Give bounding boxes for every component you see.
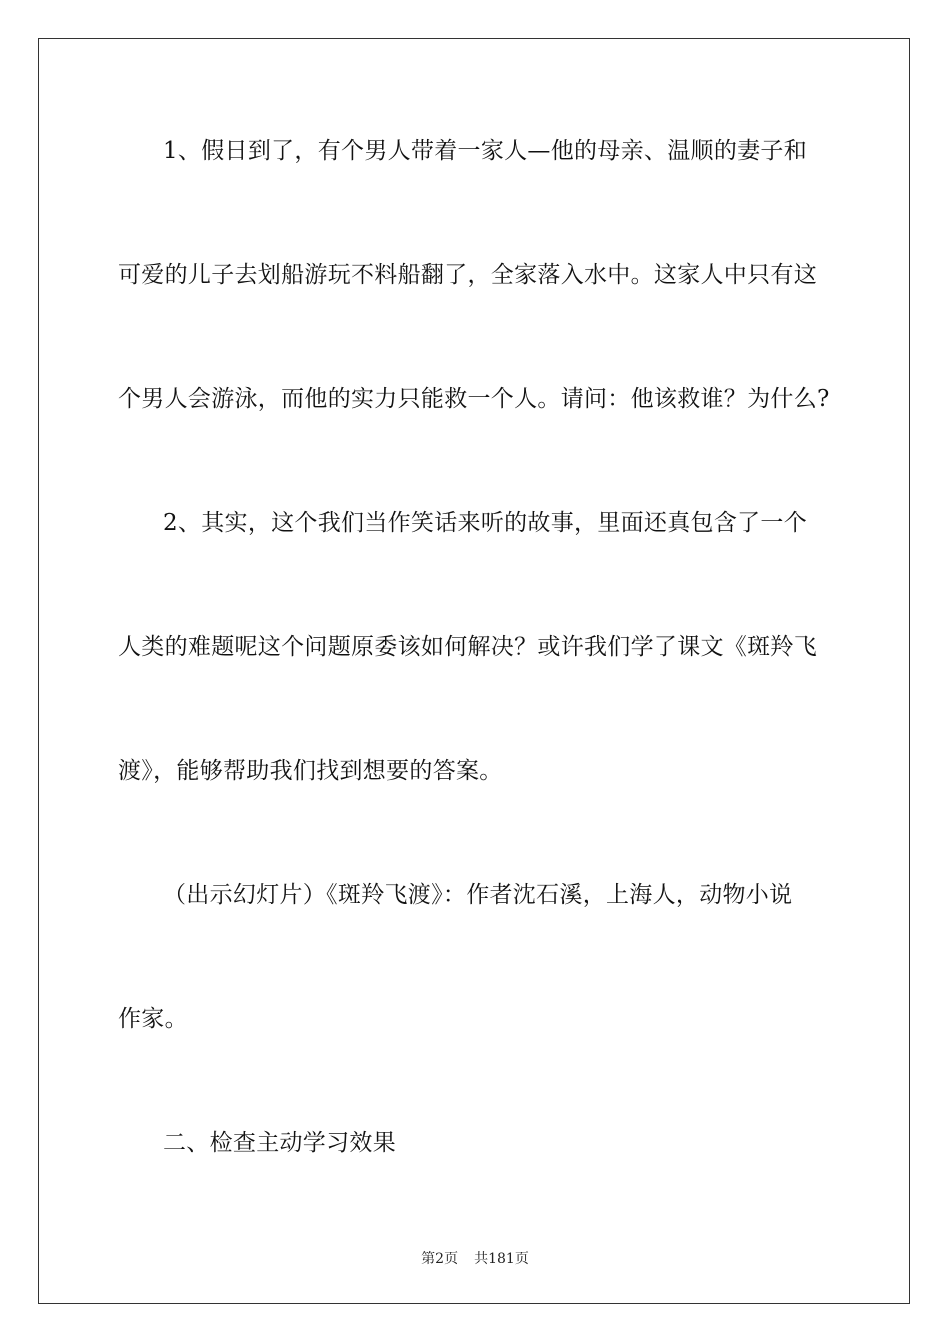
paragraph-1-line-2: 可爱的儿子去划船游玩不料船翻了，全家落入水中。这家人中只有这 — [118, 262, 817, 288]
paragraph-3-line-2: 作家。 — [118, 1006, 188, 1032]
paragraph-3-line-1: （出示幻灯片）《斑羚飞渡》：作者沈石溪，上海人，动物小说 — [163, 882, 793, 908]
paragraph-1-line-3: 个男人会游泳，而他的实力只能救一个人。请问：他该救谁？为什么? — [118, 386, 830, 412]
paragraph-2-line-3: 渡》，能够帮助我们找到想要的答案。 — [118, 758, 503, 784]
paragraph-1-line-1: 1、假日到了，有个男人带着一家人—他的母亲、温顺的妻子和 — [163, 138, 808, 164]
page-number: 第2页 — [421, 1251, 459, 1267]
page-total: 共181页 — [474, 1251, 529, 1267]
page-footer — [0, 1248, 950, 1268]
paragraph-2-line-1: 2、其实，这个我们当作笑话来听的故事，里面还真包含了一个 — [163, 510, 808, 536]
page-frame — [38, 38, 910, 1304]
section-heading: 二、检查主动学习效果 — [163, 1130, 396, 1156]
paragraph-2-line-2: 人类的难题呢这个问题原委该如何解决？或许我们学了课文《斑羚飞 — [118, 634, 817, 660]
